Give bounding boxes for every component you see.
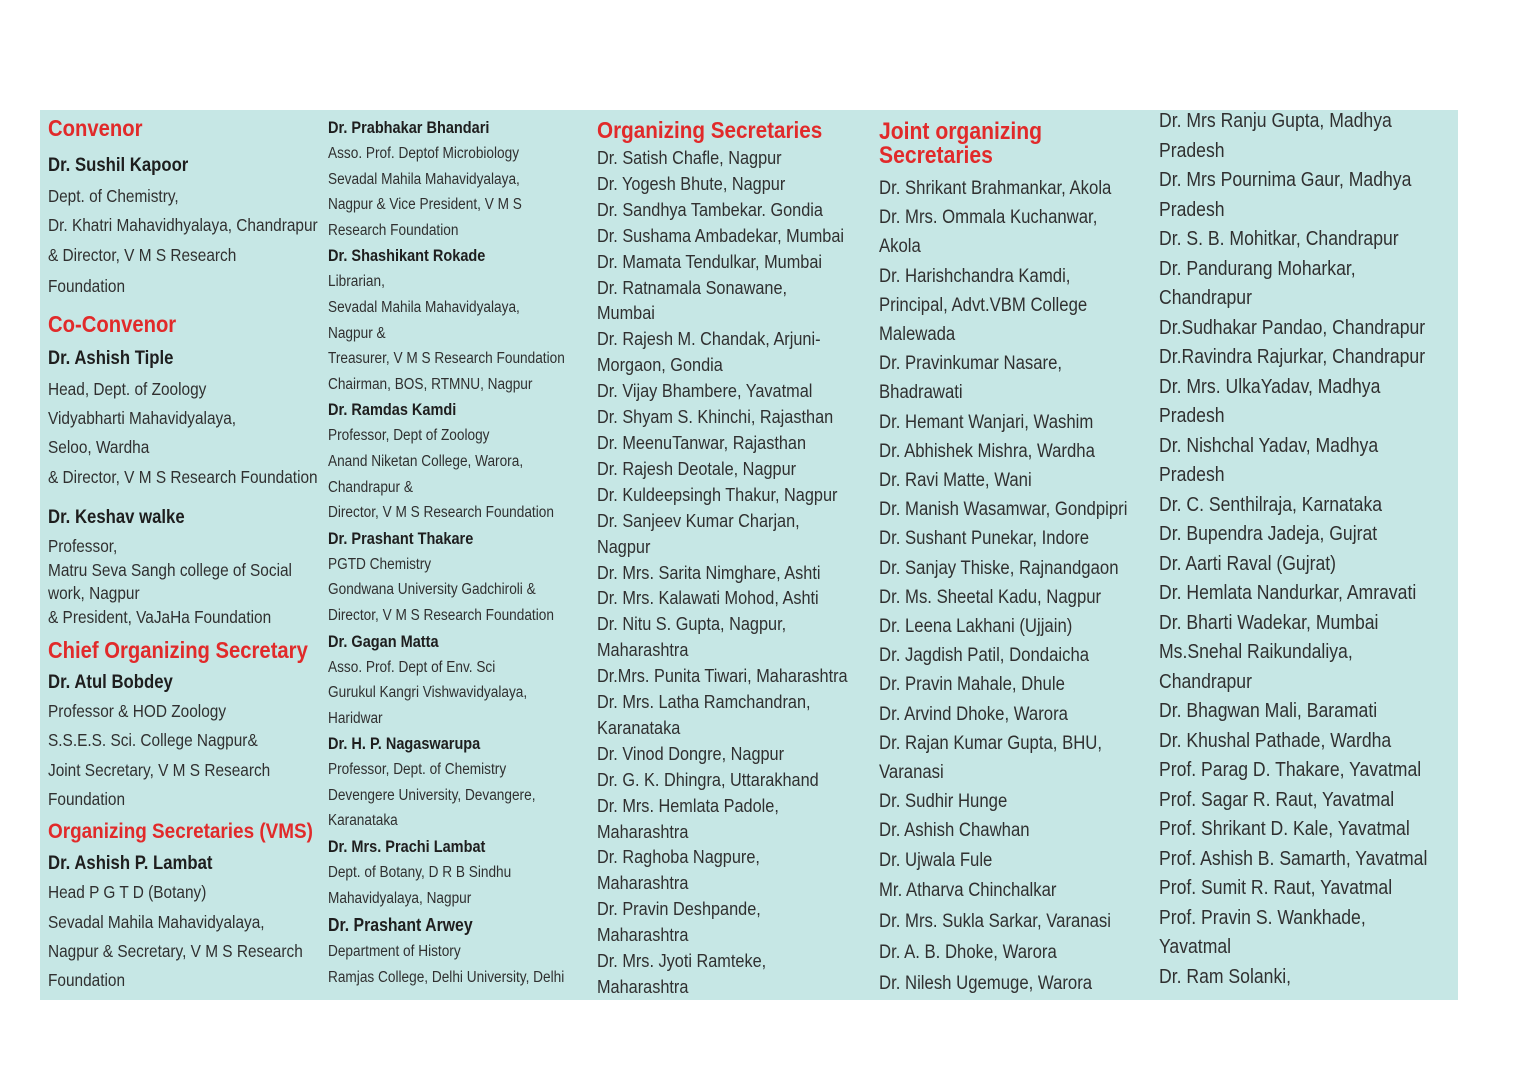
- list-item: Dr. Satish Chafle, Nagpur: [597, 147, 782, 168]
- list-item: Dr. Ujwala Fule: [879, 849, 993, 871]
- list-item: Mr. Atharva Chinchalkar: [879, 879, 1057, 901]
- convenor-details: [48, 182, 320, 303]
- vms-secretary-details: [48, 878, 320, 995]
- list-item: Dr. Sandhya Tambekar. Gondia: [597, 198, 823, 220]
- list-item: Dr. Sanjeev Kumar Charjan,: [597, 509, 800, 531]
- list-item: Prof. Shrikant D. Kale, Yavatmal: [1159, 818, 1410, 840]
- column-office-bearers: [328, 110, 590, 1000]
- detail-line: Professor, Dept of Zoology: [328, 427, 490, 445]
- list-item: Maharashtra: [597, 872, 689, 894]
- joint-secretaries-list: [879, 174, 1158, 999]
- chief-secretary-name: Dr. Atul Bobdey: [48, 672, 173, 694]
- detail-line: Dept. of Botany, D R B Sindhu: [328, 864, 512, 882]
- detail-line: Matru Seva Sangh college of Social: [48, 560, 292, 581]
- joint-secretaries-heading-line2: Secretaries: [879, 142, 993, 169]
- detail-line: Gondwana University Gadchiroli &: [328, 581, 536, 599]
- column-members: [1159, 110, 1457, 1000]
- detail-line: Seloo, Wardha: [48, 437, 150, 458]
- list-item: Dr. Bhagwan Mali, Baramati: [1159, 700, 1378, 722]
- list-item: Dr. C. Senthilraja, Karnataka: [1159, 493, 1383, 516]
- list-item: Prof. Sumit R. Raut, Yavatmal: [1159, 877, 1393, 899]
- detail-line: Director, V M S Research Foundation: [328, 606, 554, 624]
- list-item: Dr. Khushal Pathade, Wardha: [1159, 729, 1392, 752]
- list-item: Dr. Ms. Sheetal Kadu, Nagpur: [879, 586, 1102, 608]
- detail-line: Head, Dept. of Zoology: [48, 378, 207, 399]
- detail-line: Head P G T D (Botany): [48, 882, 207, 903]
- list-item: Dr. MeenuTanwar, Rajasthan: [597, 431, 807, 453]
- vms-secretaries-heading: Organizing Secretaries (VMS): [48, 819, 313, 844]
- organizing-secretaries-heading: Organizing Secretaries: [597, 117, 823, 143]
- list-item: Akola: [879, 236, 921, 258]
- list-item: Prof. Ashish B. Samarth, Yavatmal: [1159, 847, 1428, 870]
- list-item: Dr. Nitu S. Gupta, Nagpur,: [597, 613, 787, 635]
- list-item: Dr. Mrs. UlkaYadav, Madhya: [1159, 375, 1381, 398]
- detail-line: work, Nagpur: [48, 583, 140, 604]
- list-item: Dr. Rajesh Deotale, Nagpur: [597, 457, 797, 479]
- detail-line: Treasurer, V M S Research Foundation: [328, 350, 565, 368]
- list-item: Dr. Mrs. Kalawati Mohod, Ashti: [597, 587, 819, 609]
- member-entry: [328, 526, 590, 629]
- detail-line: & President, VaJaHa Foundation: [48, 607, 272, 628]
- member-name: Dr. H. P. Nagaswarupa: [328, 735, 481, 754]
- member-name: Dr. Mrs. Prachi Lambat: [328, 838, 486, 857]
- list-item: Dr. Mrs Ranju Gupta, Madhya: [1159, 110, 1392, 132]
- list-item: Maharashtra: [597, 976, 689, 997]
- list-item: Dr. Rajesh M. Chandak, Arjuni-: [597, 328, 821, 350]
- list-item: Dr. Raghoba Nagpure,: [597, 846, 760, 868]
- list-item: Dr. Ram Solanki,: [1159, 965, 1292, 988]
- detail-line: Karanataka: [328, 812, 398, 830]
- committee-panel: [40, 110, 1458, 1000]
- list-item: Dr.Mrs. Punita Tiwari, Maharashtra: [597, 665, 848, 687]
- list-item: Dr. Mrs. Jyoti Ramteke,: [597, 950, 767, 972]
- list-item: Dr. Pravin Mahale, Dhule: [879, 674, 1065, 696]
- list-item: Varanasi: [879, 762, 944, 784]
- list-item: Dr. A. B. Dhoke, Warora: [879, 941, 1057, 963]
- member-entry: [328, 911, 590, 990]
- list-item: Maharashtra: [597, 820, 689, 842]
- list-item: Karanataka: [597, 716, 681, 738]
- list-item: Yavatmal: [1159, 936, 1232, 958]
- member-entry: [328, 243, 590, 397]
- list-item: Pradesh: [1159, 198, 1225, 221]
- detail-line: Sevadal Mahila Mahavidyalaya,: [328, 298, 520, 316]
- list-item: Dr. Mrs. Ommala Kuchanwar,: [879, 207, 1098, 229]
- list-item: Bhadrawati: [879, 382, 963, 404]
- list-item: Dr. Leena Lakhani (Ujjain): [879, 616, 1073, 638]
- list-item: Nagpur: [597, 535, 651, 557]
- detail-line: & Director, V M S Research Foundation: [48, 466, 318, 487]
- list-item: Dr. Arvind Dhoke, Warora: [879, 703, 1068, 725]
- keshav-name: Dr. Keshav walke: [48, 507, 185, 529]
- list-item: Dr. Mrs. Latha Ramchandran,: [597, 691, 811, 713]
- keshav-details: [48, 534, 320, 629]
- detail-line: Sevadal Mahila Mahavidyalaya,: [328, 170, 520, 188]
- list-item: Dr. Rajan Kumar Gupta, BHU,: [879, 732, 1103, 754]
- detail-line: Dept. of Chemistry,: [48, 186, 179, 206]
- detail-line: Professor & HOD Zoology: [48, 701, 227, 722]
- detail-line: Nagpur & Vice President, V M S: [328, 196, 522, 214]
- list-item: Dr. Nishchal Yadav, Madhya: [1159, 434, 1379, 457]
- list-item: Dr. Sushant Punekar, Indore: [879, 528, 1090, 550]
- coconvenor-name: Dr. Ashish Tiple: [48, 347, 174, 369]
- list-item: Dr. Sanjay Thiske, Rajnandgaon: [879, 557, 1119, 579]
- detail-line: Nagpur & Secretary, V M S Research: [48, 940, 303, 961]
- detail-line: Professor,: [48, 536, 118, 557]
- list-item: Prof. Parag D. Thakare, Yavatmal: [1159, 759, 1422, 781]
- coconvenor-details: [48, 375, 320, 492]
- member-entry: [328, 397, 590, 525]
- detail-line: Foundation: [48, 275, 126, 296]
- list-item: Dr. Pravinkumar Nasare,: [879, 353, 1063, 375]
- list-item: Pradesh: [1159, 464, 1225, 486]
- list-item: Dr. Shyam S. Khinchi, Rajasthan: [597, 406, 834, 428]
- list-item: Morgaon, Gondia: [597, 354, 723, 376]
- list-item: Dr. Vijay Bhambere, Yavatmal: [597, 380, 813, 402]
- column-joint-secretaries: [879, 110, 1158, 1000]
- detail-line: Chandrapur &: [328, 478, 413, 496]
- detail-line: Foundation: [48, 970, 126, 991]
- detail-line: Nagpur &: [328, 324, 386, 342]
- detail-line: Mahavidyalaya, Nagpur: [328, 889, 472, 907]
- list-item: Dr. Sudhir Hunge: [879, 791, 1008, 813]
- list-item: Dr. Manish Wasamwar, Gondpipri: [879, 499, 1128, 521]
- list-item: Maharashtra: [597, 639, 689, 661]
- detail-line: Chairman, BOS, RTMNU, Nagpur: [328, 375, 533, 393]
- detail-line: Foundation: [48, 788, 126, 809]
- member-entry: [328, 731, 590, 834]
- list-item: Dr. Aarti Raval (Gujrat): [1159, 552, 1337, 575]
- list-item: Dr. Sushama Ambadekar, Mumbai: [597, 224, 845, 246]
- list-item: Dr. Ratnamala Sonawane,: [597, 276, 788, 298]
- detail-line: Joint Secretary, V M S Research: [48, 759, 271, 780]
- detail-line: Asso. Prof. Dept of Env. Sci: [328, 658, 496, 676]
- list-item: Dr. Shrikant Brahmankar, Akola: [879, 178, 1112, 199]
- list-item: Chandrapur: [1159, 670, 1252, 693]
- detail-line: Professor, Dept. of Chemistry: [328, 761, 507, 779]
- list-item: Dr. Bharti Wadekar, Mumbai: [1159, 611, 1379, 634]
- list-item: Prof. Sagar R. Raut, Yavatmal: [1159, 788, 1395, 811]
- detail-line: S.S.E.S. Sci. College Nagpur&: [48, 730, 258, 751]
- member-entry: [328, 834, 590, 911]
- chief-secretary-heading: Chief Organizing Secretary: [48, 637, 308, 664]
- list-item: Dr.Ravindra Rajurkar, Chandrapur: [1159, 346, 1426, 368]
- detail-line: Vidyabharti Mahavidyalaya,: [48, 408, 237, 429]
- list-item: Dr. G. K. Dhingra, Uttarakhand: [597, 768, 819, 790]
- list-item: Ms.Snehal Raikundaliya,: [1159, 641, 1353, 663]
- column-convenors: [48, 110, 320, 1000]
- joint-secretaries-heading-line1: Joint organizing: [879, 118, 1043, 145]
- list-item: Dr. Yogesh Bhute, Nagpur: [597, 172, 786, 194]
- detail-line: Research Foundation: [328, 221, 459, 239]
- list-item: Maharashtra: [597, 924, 689, 946]
- member-name: Dr. Ramdas Kamdi: [328, 401, 457, 420]
- organizing-secretaries-list: [597, 145, 877, 1000]
- coconvenor-heading: Co-Convenor: [48, 310, 177, 337]
- detail-line: Devengere University, Devangere,: [328, 786, 536, 804]
- list-item: Pradesh: [1159, 405, 1225, 427]
- list-item: Dr.Sudhakar Pandao, Chandrapur: [1159, 316, 1426, 339]
- list-item: Dr. S. B. Mohitkar, Chandrapur: [1159, 228, 1399, 250]
- list-item: Dr. Hemlata Nandurkar, Amravati: [1159, 582, 1417, 604]
- member-name: Dr. Gagan Matta: [328, 632, 439, 651]
- list-item: Dr. Mrs. Sukla Sarkar, Varanasi: [879, 910, 1111, 932]
- detail-line: Dr. Khatri Mahavidhyalaya, Chandrapur: [48, 215, 318, 236]
- detail-line: Haridwar: [328, 709, 383, 727]
- list-item: Dr. Pravin Deshpande,: [597, 898, 761, 920]
- list-item: Malewada: [879, 324, 956, 346]
- convenor-heading: Convenor: [48, 115, 143, 141]
- detail-line: Director, V M S Research Foundation: [328, 504, 554, 522]
- list-item: Dr. Mrs. Sarita Nimghare, Ashti: [597, 561, 821, 583]
- members-list: [1159, 110, 1457, 992]
- list-item: Chandrapur: [1159, 287, 1252, 309]
- list-item: Dr. Jagdish Patil, Dondaicha: [879, 645, 1090, 667]
- convenor-name: Dr. Sushil Kapoor: [48, 155, 189, 176]
- detail-line: Gurukul Kangri Vishwavidyalaya,: [328, 684, 528, 702]
- detail-line: Librarian,: [328, 273, 385, 291]
- list-item: Dr. Mrs. Hemlata Padole,: [597, 794, 779, 816]
- list-item: Principal, Advt.VBM College: [879, 294, 1088, 316]
- member-name: Dr. Prabhakar Bhandari: [328, 119, 490, 137]
- member-name: Dr. Prashant Arwey: [328, 915, 473, 936]
- member-name: Dr. Shashikant Rokade: [328, 247, 486, 266]
- column-organizing-secretaries: [597, 110, 877, 1000]
- detail-line: Sevadal Mahila Mahavidyalaya,: [48, 911, 265, 932]
- list-item: Dr. Ashish Chawhan: [879, 820, 1030, 842]
- detail-line: Anand Niketan College, Warora,: [328, 452, 524, 470]
- detail-line: Ramjas College, Delhi University, Delhi: [328, 968, 565, 986]
- list-item: Dr. Hemant Wanjari, Washim: [879, 411, 1094, 433]
- vms-secretary-name: Dr. Ashish P. Lambat: [48, 853, 213, 875]
- detail-line: PGTD Chemistry: [328, 555, 432, 573]
- list-item: Dr. Vinod Dongre, Nagpur: [597, 742, 785, 764]
- list-item: Pradesh: [1159, 139, 1225, 162]
- list-item: Dr. Nilesh Ugemuge, Warora: [879, 972, 1093, 994]
- member-name: Dr. Prashant Thakare: [328, 529, 474, 548]
- chief-secretary-details: [48, 697, 320, 814]
- list-item: Dr. Mrs Pournima Gaur, Madhya: [1159, 169, 1412, 191]
- list-item: Mumbai: [597, 302, 655, 324]
- list-item: Dr. Pandurang Moharkar,: [1159, 257, 1356, 280]
- list-item: Dr. Kuldeepsingh Thakur, Nagpur: [597, 483, 838, 505]
- list-item: Dr. Mamata Tendulkar, Mumbai: [597, 250, 823, 272]
- detail-line: & Director, V M S Research: [48, 244, 237, 265]
- detail-line: Asso. Prof. Deptof Microbiology: [328, 145, 520, 162]
- list-item: Dr. Bupendra Jadeja, Gujrat: [1159, 523, 1378, 545]
- member-entry: [328, 629, 590, 732]
- list-item: Prof. Pravin S. Wankhade,: [1159, 906, 1366, 929]
- list-item: Dr. Harishchandra Kamdi,: [879, 265, 1071, 287]
- list-item: Dr. Ravi Matte, Wani: [879, 470, 1032, 492]
- member-entry: [328, 115, 590, 243]
- detail-line: Department of History: [328, 943, 461, 961]
- list-item: Dr. Abhishek Mishra, Wardha: [879, 440, 1095, 462]
